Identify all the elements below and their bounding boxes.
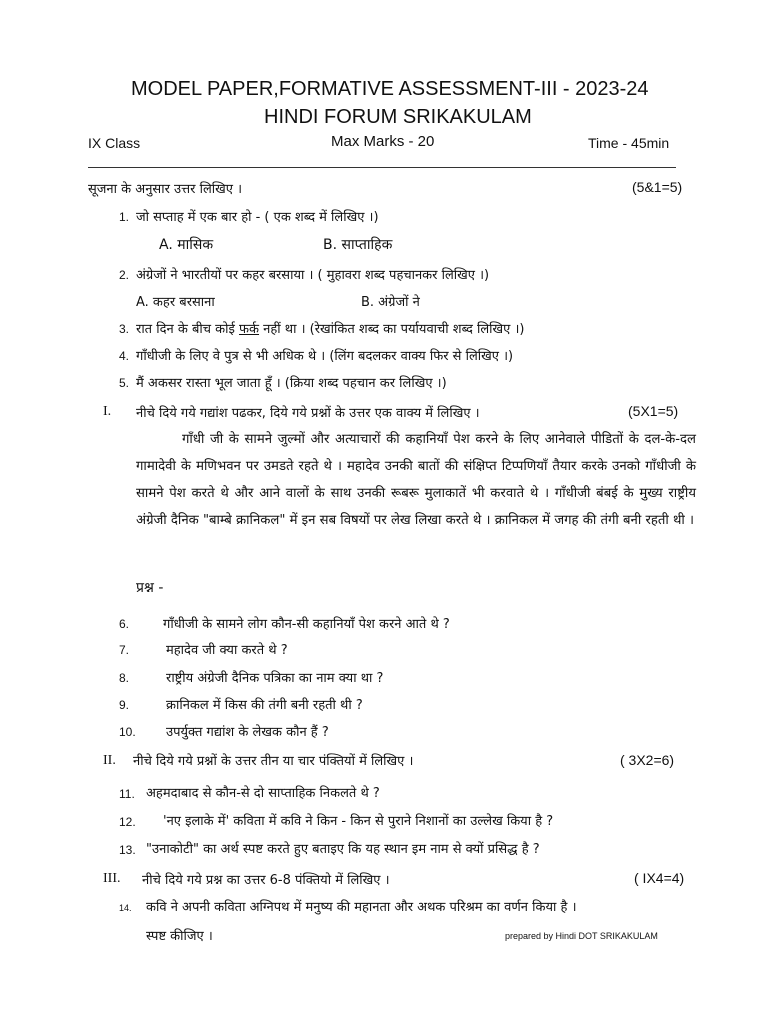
- option-b: B. साप्ताहिक: [323, 237, 393, 253]
- question-text: "उनाकोटी" का अर्थ स्पष्ट करते हुए बताइए कि यह स्थान इम नाम से क्यों प्रसिद्ध है ?: [146, 842, 540, 857]
- question-text: महादेव जी क्या करते थे ?: [166, 643, 288, 658]
- section-a-marks: (5&1=5): [632, 179, 683, 195]
- option-a: A. कहर बरसाना: [136, 295, 215, 310]
- question-number: 10.: [119, 725, 136, 739]
- question-number: 13.: [119, 843, 136, 857]
- question-text-continued: स्पष्ट कीजिए ।: [146, 929, 213, 944]
- question-number: 1.: [119, 210, 130, 224]
- section-marks: (5X1=5): [628, 403, 679, 419]
- section-marks: ( IX4=4): [634, 870, 685, 886]
- question-number: 9.: [119, 698, 130, 712]
- forum-name: HINDI FORUM SRIKAKULAM: [264, 106, 532, 128]
- question-text: जो सप्ताह में एक बार हो - ( एक शब्द में लिखिए ।): [136, 210, 379, 225]
- section-instruction: नीचे दिये गये प्रश्न का उत्तर 6-8 पंक्तियो में लिखिए ।: [142, 873, 390, 888]
- question-number: 4.: [119, 349, 130, 363]
- questions-heading: प्रश्न -: [136, 580, 164, 596]
- section-instruction: नीचे दिये गये गद्यांश पढकर, दिये गये प्रश्नों के उत्तर एक वाक्य में लिखिए ।: [136, 406, 480, 421]
- section-marks: ( 3X2=6): [620, 752, 675, 768]
- footer-credit: prepared by Hindi DOT SRIKAKULAM: [505, 931, 658, 941]
- reading-passage: [136, 426, 696, 534]
- question-number: 8.: [119, 671, 130, 685]
- class-label: IX Class: [88, 135, 141, 151]
- question-number: 5.: [119, 376, 130, 390]
- section-roman-numeral: II.: [103, 753, 116, 768]
- question-text: गाँधीजी के लिए वे पुत्र से भी अधिक थे । (लिंग बदलकर वाक्य फिर से लिखिए ।): [136, 349, 514, 364]
- section-instruction: नीचे दिये गये प्रश्नों के उत्तर तीन या चार पंक्तियों में लिखिए ।: [133, 754, 414, 769]
- question-number: 7.: [119, 643, 130, 657]
- max-marks-label: Max Marks - 20: [331, 133, 435, 150]
- question-number: 12.: [119, 815, 136, 829]
- paper-title: MODEL PAPER,FORMATIVE ASSESSMENT-III - 2023-24: [131, 78, 649, 100]
- question-text: मैं अकसर रास्ता भूल जाता हूँ । (क्रिया शब्द पहचान कर लिखिए ।): [136, 376, 447, 391]
- question-number: 3.: [119, 322, 130, 336]
- underlined-word: फर्क: [239, 322, 260, 337]
- question-number: 2.: [119, 268, 130, 282]
- question-text: अहमदाबाद से कौन-से दो साप्ताहिक निकलते थे ?: [146, 786, 380, 801]
- option-b: B. अंग्रेजों ने: [361, 295, 420, 310]
- question-text: राष्ट्रीय अंग्रेजी दैनिक पत्रिका का नाम क्या था ?: [166, 671, 384, 686]
- question-text: [136, 319, 525, 337]
- section-roman-numeral: III.: [103, 871, 121, 886]
- question-number: 11.: [119, 787, 135, 801]
- question-text: उपर्युक्त गद्यांश के लेखक कौन हैं ?: [166, 725, 329, 740]
- section-a-instruction: सूजना के अनुसार उत्तर लिखिए ।: [88, 182, 243, 197]
- question-text: अंग्रेजों ने भारतीयों पर कहर बरसाया । ( मुहावरा शब्द पहचानकर लिखिए ।): [136, 268, 490, 283]
- question-text: क्रानिकल में किस की तंगी बनी रहती थी ?: [166, 698, 363, 713]
- header-divider: [88, 167, 676, 168]
- time-label: Time - 45min: [588, 135, 670, 151]
- question-text: गाँधीजी के सामने लोग कौन-सी कहानियाँ पेश करने आते थे ?: [163, 617, 450, 632]
- question-number: 6.: [119, 617, 130, 631]
- passage-text: गाँधी जी के सामने जुल्मों और अत्याचारों की कहानियाँ पेश करने के लिए आनेवाले पीडितों के दल-के-दल गामादेवी के मणिभवन पर उमडते रहते थे । महादेव उनकी बातों की संक्षिप्त टिप्पणियाँ तैयार करके उनको गाँधीजी के सामने पेश करते थे और आने वालों के साथ उनकी रूबरू मुलाकातें भी करवाते थे । गाँधीजी बंबई के मुख्य राष्ट्रीय अंग्रेजी दैनिक "बाम्बे क्रानिकल" में इन सब विषयों पर लेख लिखा करते थे । क्रानिकल में जगह की तंगी बनी रहती थी ।: [136, 432, 696, 528]
- section-roman-numeral: I.: [103, 404, 112, 419]
- question-text: 'नए इलाके में' कविता में कवि ने किन - किन से पुराने निशानों का उल्लेख किया है ?: [163, 814, 554, 829]
- question-text-part: रात दिन के बीच कोई: [136, 322, 240, 337]
- question-number: 14.: [119, 903, 132, 913]
- question-text-part: नहीं था । (रेखांकित शब्द का पर्यायवाची शब्द लिखिए ।): [259, 322, 525, 337]
- question-text: कवि ने अपनी कविता अग्निपथ में मनुष्य की महानता और अथक परिश्रम का वर्णन किया है ।: [146, 900, 577, 915]
- option-a: A. मासिक: [159, 237, 214, 253]
